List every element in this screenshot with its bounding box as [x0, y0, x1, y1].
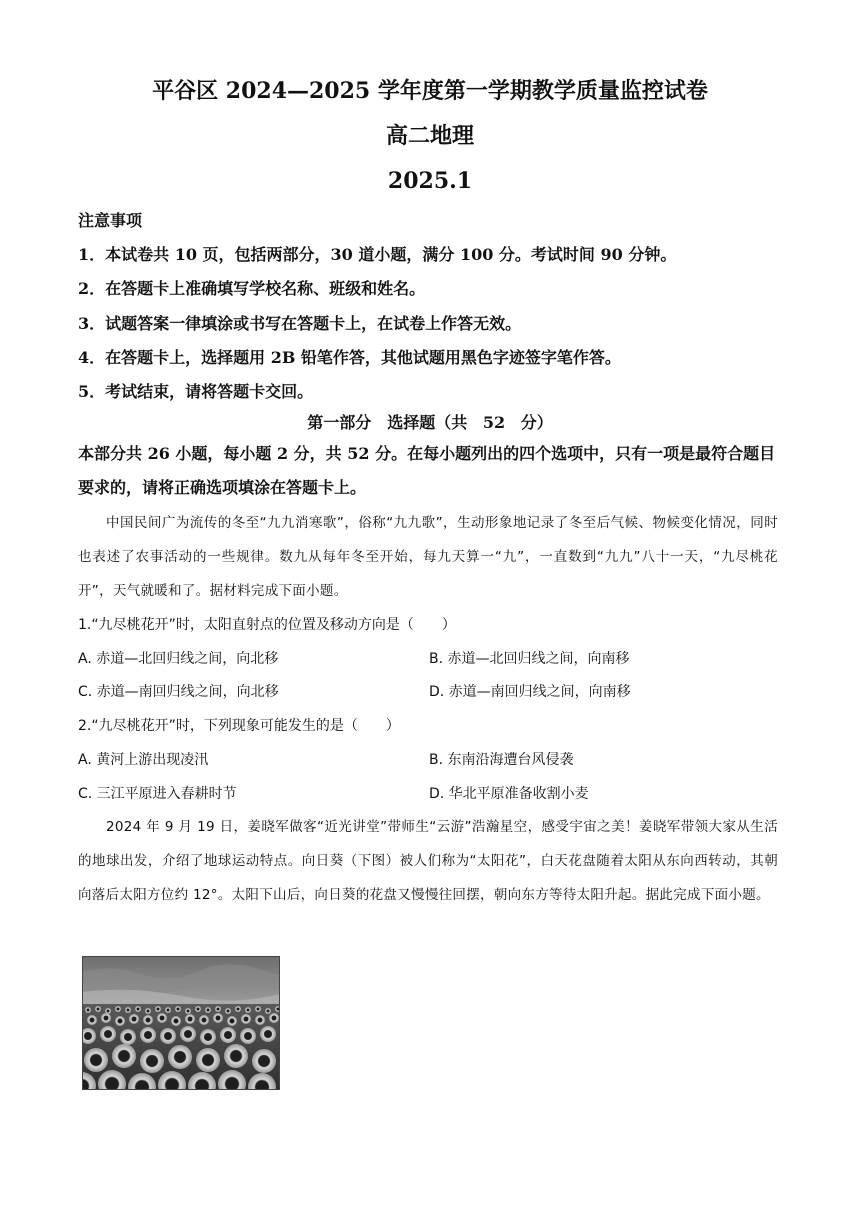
section-instructions: 本部分共 26 小题，每小题 2 分，共 52 分。在每小题列出的四个选项中，只有一项是最符合题目要求的，请将正确选项填涂在答题卡上。 — [78, 444, 776, 497]
option-a: A. 黄河上游出现凌汛 — [78, 752, 209, 768]
reading-material-2: 2024 年 9 月 19 日，姜晓军做客“近光讲堂”带师生“云游”浩瀚星空，感受宇宙之美！姜晓军带领大家从生活的地球出发，介绍了地球运动特点。向日葵（下图）被人们称为“太阳花”，白天花盘随着太阳从东向西转动，其朝向落后太阳方位约 12°。太阳下山后，向日葵的花盘又慢慢往回摆，朝向东方等待太阳升起。据此完成下面小题。 — [78, 819, 778, 903]
subject-title: 高二地理 — [385, 123, 474, 149]
question-stem: 2.“九尽桃花开”时，下列现象可能发生的是（ ） — [78, 718, 400, 734]
option-c: C. 赤道—南回归线之间，向北移 — [78, 684, 279, 700]
option-c: C. 三江平原进入春耕时节 — [78, 786, 237, 802]
section-heading: 第一部分 选择题（共 52 分） — [307, 413, 553, 432]
notice-item: 1．本试卷共 10 页，包括两部分，30 道小题，满分 100 分。考试时间 90 分钟。 — [78, 245, 677, 264]
notice-item: 4．在答题卡上，选择题用 2B 铅笔作答，其他试题用黑色字迹签字笔作答。 — [78, 348, 621, 367]
option-b: B. 东南沿海遭台风侵袭 — [429, 752, 574, 768]
notice-heading: 注意事项 — [78, 211, 143, 230]
exam-title: 平谷区 2024—2025 学年度第一学期教学质量监控试卷 — [152, 78, 708, 104]
option-a: A. 赤道—北回归线之间，向北移 — [78, 651, 279, 667]
notice-item: 3．试题答案一律填涂或书写在答题卡上，在试卷上作答无效。 — [78, 314, 522, 333]
option-b: B. 赤道—北回归线之间，向南移 — [429, 651, 630, 667]
reading-material-1: 中国民间广为流传的冬至“九九消寒歌”，俗称“九九歌”，生动形象地记录了冬至后气候、物候变化情况，同时也表述了农事活动的一些规律。数九从每年冬至开始，每九天算一“九”，一直数到“九九”八十一天，“九尽桃花开”，天气就暖和了。据材料完成下面小题。 — [78, 515, 778, 599]
notice-item: 2．在答题卡上准确填写学校名称、班级和姓名。 — [78, 279, 426, 298]
option-d: D. 华北平原准备收割小麦 — [429, 786, 589, 802]
question-stem: 1.“九尽桃花开”时，太阳直射点的位置及移动方向是（ ） — [78, 617, 456, 633]
notice-item: 5．考试结束，请将答题卡交回。 — [78, 382, 314, 401]
option-d: D. 赤道—南回归线之间，向南移 — [429, 684, 631, 700]
sunflower-field-photo — [82, 956, 280, 1090]
exam-date: 2025.1 — [387, 168, 473, 194]
